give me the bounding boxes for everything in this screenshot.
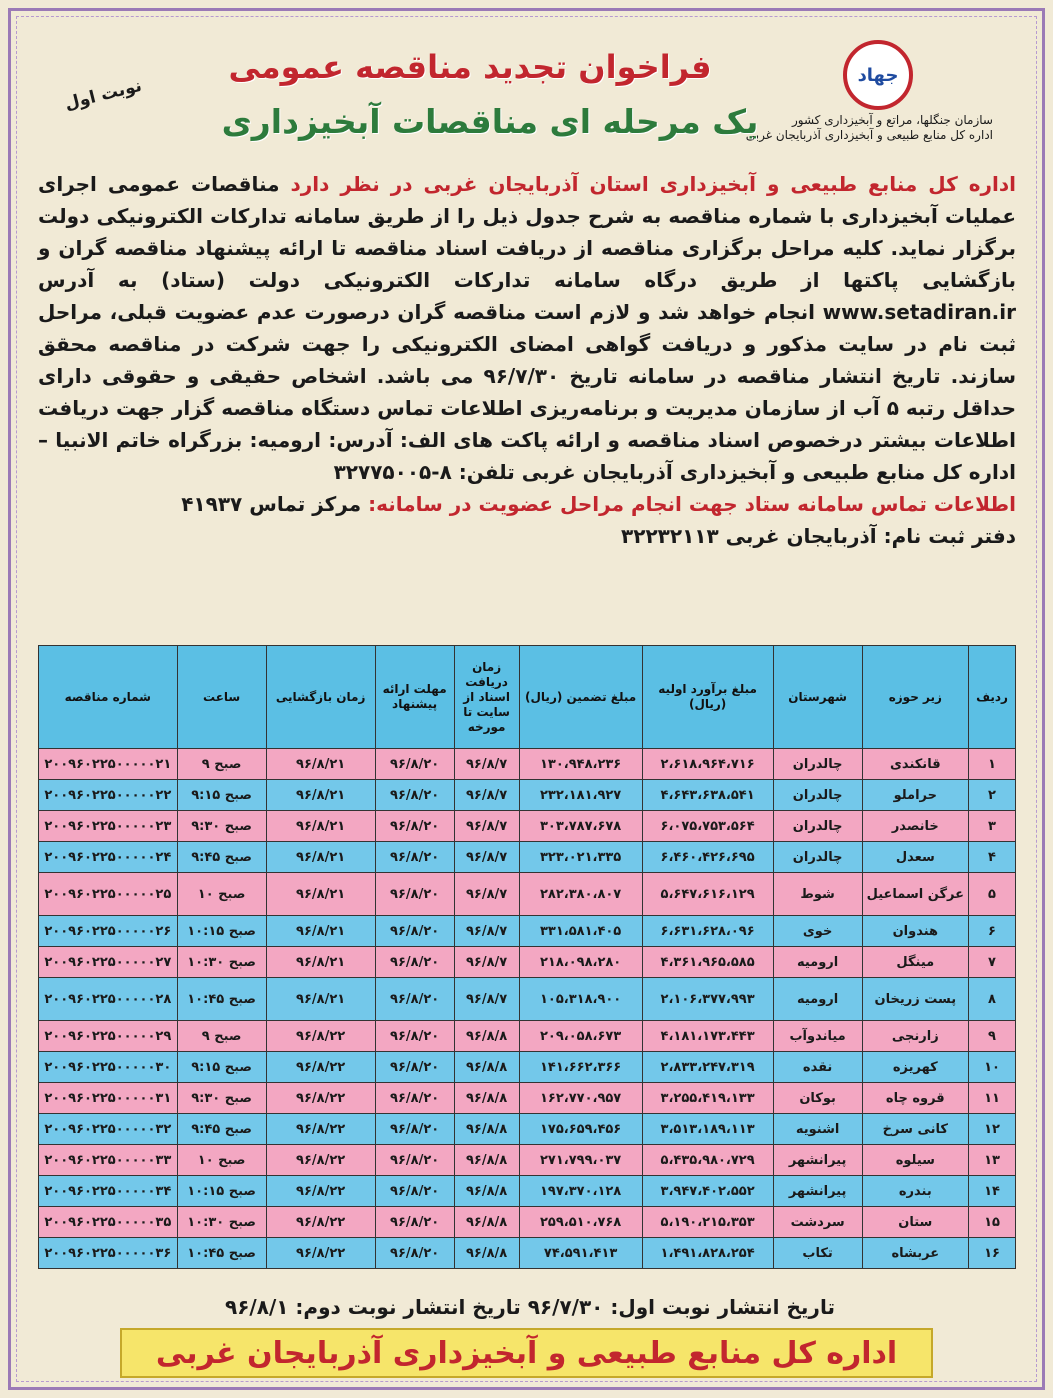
cell-doc-date: ۹۶/۸/۷: [454, 811, 519, 842]
cell-city: چالدران: [773, 811, 862, 842]
cell-city: چالدران: [773, 780, 862, 811]
cell-row: ۱۳: [969, 1145, 1016, 1176]
cell-city: ارومیه: [773, 947, 862, 978]
cell-deadline: ۹۶/۸/۲۰: [375, 1114, 454, 1145]
cell-tender-number: ۲۰۰۹۶۰۲۲۵۰۰۰۰۰۲۹: [39, 1021, 178, 1052]
cell-deadline: ۹۶/۸/۲۰: [375, 1083, 454, 1114]
cell-city: چالدران: [773, 842, 862, 873]
cell-estimate: ۲،۸۳۳،۲۴۷،۳۱۹: [642, 1052, 773, 1083]
cell-subbasin: عربشاه: [862, 1238, 968, 1269]
body-lead: اداره کل منابع طبیعی و آبخیزداری استان آذربایجان غربی در نظر دارد: [290, 172, 1016, 196]
cell-row: ۱: [969, 749, 1016, 780]
cell-row: ۵: [969, 873, 1016, 916]
cell-estimate: ۳،۹۴۷،۴۰۲،۵۵۲: [642, 1176, 773, 1207]
cell-row: ۶: [969, 916, 1016, 947]
cell-guarantee: ۷۴،۵۹۱،۴۱۳: [519, 1238, 642, 1269]
cell-doc-date: ۹۶/۸/۸: [454, 1145, 519, 1176]
cell-time: صبح ۹:۴۵: [177, 1114, 266, 1145]
cell-opening: ۹۶/۸/۲۱: [266, 916, 375, 947]
cell-doc-date: ۹۶/۸/۷: [454, 916, 519, 947]
cell-opening: ۹۶/۸/۲۲: [266, 1083, 375, 1114]
cell-opening: ۹۶/۸/۲۱: [266, 749, 375, 780]
table-row: [39, 749, 1016, 780]
cell-estimate: ۲،۶۱۸،۹۶۴،۷۱۶: [642, 749, 773, 780]
cell-doc-date: ۹۶/۸/۸: [454, 1052, 519, 1083]
table-row: [39, 811, 1016, 842]
cell-guarantee: ۳۲۳،۰۲۱،۳۳۵: [519, 842, 642, 873]
cell-time: صبح ۱۰:۱۵: [177, 1176, 266, 1207]
col-estimate: مبلغ برآورد اولیه (ریال): [642, 646, 773, 749]
cell-tender-number: ۲۰۰۹۶۰۲۲۵۰۰۰۰۰۲۵: [39, 873, 178, 916]
cell-guarantee: ۲۱۸،۰۹۸،۲۸۰: [519, 947, 642, 978]
cell-time: صبح ۱۰:۴۵: [177, 1238, 266, 1269]
title-main: فراخوان تجدید مناقصه عمومی: [228, 48, 712, 86]
cell-deadline: ۹۶/۸/۲۰: [375, 1207, 454, 1238]
cell-estimate: ۱،۴۹۱،۸۲۸،۲۵۴: [642, 1238, 773, 1269]
cell-doc-date: ۹۶/۸/۸: [454, 1114, 519, 1145]
cell-row: ۷: [969, 947, 1016, 978]
cell-subbasin: سیلوه: [862, 1145, 968, 1176]
cell-subbasin: کهریزه: [862, 1052, 968, 1083]
cell-time: صبح ۹:۱۵: [177, 1052, 266, 1083]
cell-opening: ۹۶/۸/۲۲: [266, 1145, 375, 1176]
cell-city: سردشت: [773, 1207, 862, 1238]
cell-opening: ۹۶/۸/۲۱: [266, 842, 375, 873]
title-sub: یک مرحله ای مناقصات آبخیزداری: [221, 102, 759, 141]
cell-tender-number: ۲۰۰۹۶۰۲۲۵۰۰۰۰۰۲۳: [39, 811, 178, 842]
cell-row: ۴: [969, 842, 1016, 873]
col-doc-date: زمان دریافت اسناد از سایت تا مورخه: [454, 646, 519, 749]
cell-time: صبح ۹:۴۵: [177, 842, 266, 873]
cell-doc-date: ۹۶/۸/۷: [454, 978, 519, 1021]
cell-tender-number: ۲۰۰۹۶۰۲۲۵۰۰۰۰۰۲۴: [39, 842, 178, 873]
cell-tender-number: ۲۰۰۹۶۰۲۲۵۰۰۰۰۰۲۷: [39, 947, 178, 978]
cell-estimate: ۲،۱۰۶،۳۷۷،۹۹۳: [642, 978, 773, 1021]
cell-city: نقده: [773, 1052, 862, 1083]
cell-subbasin: زارنجی: [862, 1021, 968, 1052]
website-link[interactable]: www.setadiran.ir: [822, 300, 1016, 324]
contact-center: مرکز تماس ۴۱۹۳۷: [181, 492, 369, 516]
cell-estimate: ۳،۲۵۵،۴۱۹،۱۳۳: [642, 1083, 773, 1114]
table-row: [39, 780, 1016, 811]
table-row: [39, 916, 1016, 947]
cell-deadline: ۹۶/۸/۲۰: [375, 873, 454, 916]
cell-doc-date: ۹۶/۸/۸: [454, 1207, 519, 1238]
col-guarantee: مبلغ تضمین (ریال): [519, 646, 642, 749]
cell-doc-date: ۹۶/۸/۷: [454, 842, 519, 873]
table-body: [39, 749, 1016, 1269]
cell-time: صبح ۱۰:۳۰: [177, 947, 266, 978]
cell-guarantee: ۱۷۵،۶۵۹،۴۵۶: [519, 1114, 642, 1145]
table-row: [39, 947, 1016, 978]
org-line-2: اداره کل منابع طبیعی و آبخیزداری آذربایجان غربی: [745, 128, 993, 142]
cell-estimate: ۵،۴۳۵،۹۸۰،۷۲۹: [642, 1145, 773, 1176]
cell-opening: ۹۶/۸/۲۲: [266, 1176, 375, 1207]
cell-tender-number: ۲۰۰۹۶۰۲۲۵۰۰۰۰۰۲۸: [39, 978, 178, 1021]
cell-row: ۸: [969, 978, 1016, 1021]
cell-doc-date: ۹۶/۸/۷: [454, 873, 519, 916]
cell-subbasin: بندره: [862, 1176, 968, 1207]
table-row: [39, 873, 1016, 916]
cell-doc-date: ۹۶/۸/۸: [454, 1176, 519, 1207]
cell-opening: ۹۶/۸/۲۱: [266, 873, 375, 916]
cell-opening: ۹۶/۸/۲۱: [266, 978, 375, 1021]
cell-tender-number: ۲۰۰۹۶۰۲۲۵۰۰۰۰۰۳۶: [39, 1238, 178, 1269]
cell-estimate: ۵،۶۴۷،۶۱۶،۱۲۹: [642, 873, 773, 916]
table-row: [39, 1238, 1016, 1269]
cell-row: ۱۲: [969, 1114, 1016, 1145]
table-row: [39, 1145, 1016, 1176]
cell-estimate: ۶،۶۳۱،۶۲۸،۰۹۶: [642, 916, 773, 947]
cell-city: میاندوآب: [773, 1021, 862, 1052]
cell-tender-number: ۲۰۰۹۶۰۲۲۵۰۰۰۰۰۳۳: [39, 1145, 178, 1176]
cell-time: صبح ۹: [177, 749, 266, 780]
cell-estimate: ۴،۶۴۳،۶۳۸،۵۴۱: [642, 780, 773, 811]
cell-opening: ۹۶/۸/۲۲: [266, 1207, 375, 1238]
cell-estimate: ۶،۴۶۰،۴۲۶،۶۹۵: [642, 842, 773, 873]
cell-subbasin: هندوان: [862, 916, 968, 947]
cell-estimate: ۴،۳۶۱،۹۶۵،۵۸۵: [642, 947, 773, 978]
cell-time: صبح ۱۰:۱۵: [177, 916, 266, 947]
cell-guarantee: ۳۳۱،۵۸۱،۴۰۵: [519, 916, 642, 947]
cell-time: صبح ۱۰:۳۰: [177, 1207, 266, 1238]
cell-doc-date: ۹۶/۸/۸: [454, 1021, 519, 1052]
cell-opening: ۹۶/۸/۲۱: [266, 811, 375, 842]
cell-row: ۹: [969, 1021, 1016, 1052]
cell-tender-number: ۲۰۰۹۶۰۲۲۵۰۰۰۰۰۳۱: [39, 1083, 178, 1114]
cell-subbasin: قروه چاه: [862, 1083, 968, 1114]
cell-deadline: ۹۶/۸/۲۰: [375, 1238, 454, 1269]
cell-row: ۳: [969, 811, 1016, 842]
body-text-3: اطلاعات تماس دستگاه مناقصه گزار جهت دریافت اطلاعات بیشتر درخصوص اسناد مناقصه و ارائه پاکت های الف: آدرس: ارومیه: بزرگراه خاتم الانبیا – اداره کل منابع طبیعی و آبخیزداری آذربایجان غربی تلفن: ۸-۳۲۷۷۵۰۰۵: [38, 396, 1016, 484]
cell-subbasin: مینگل: [862, 947, 968, 978]
col-subbasin: زیر حوزه: [862, 646, 968, 749]
cell-guarantee: ۲۸۲،۳۸۰،۸۰۷: [519, 873, 642, 916]
body-text-1: مناقصات عمومی اجرای عملیات آبخیزداری با شماره مناقصه به شرح جدول ذیل را از طریق سامانه تدارکات الکترونیکی دولت برگزار نماید. کلیه مراحل برگزاری مناقصه از دریافت اسناد مناقصه تا ارائه پیشنهاد مناقصه گران و بازگشایی پاکتها از طریق درگاه سامانه تدارکات الکترونیکی دولت (ستاد) به آدرس: [38, 172, 1016, 292]
cell-deadline: ۹۶/۸/۲۰: [375, 947, 454, 978]
cell-subbasin: خانصدر: [862, 811, 968, 842]
cell-time: صبح ۹:۱۵: [177, 780, 266, 811]
cell-time: صبح ۹: [177, 1021, 266, 1052]
table-header-row: [39, 646, 1016, 749]
cell-estimate: ۳،۵۱۳،۱۸۹،۱۱۳: [642, 1114, 773, 1145]
cell-subbasin: حراملو: [862, 780, 968, 811]
registry-office: دفتر ثبت نام: آذربایجان غربی ۳۲۲۳۲۱۱۳: [621, 524, 1016, 548]
cell-row: ۱۵: [969, 1207, 1016, 1238]
cell-row: ۱۰: [969, 1052, 1016, 1083]
cell-doc-date: ۹۶/۸/۷: [454, 780, 519, 811]
cell-row: ۱۴: [969, 1176, 1016, 1207]
cell-tender-number: ۲۰۰۹۶۰۲۲۵۰۰۰۰۰۳۲: [39, 1114, 178, 1145]
cell-city: خوی: [773, 916, 862, 947]
cell-guarantee: ۱۴۱،۶۶۲،۳۶۶: [519, 1052, 642, 1083]
cell-time: صبح ۹:۳۰: [177, 811, 266, 842]
cell-opening: ۹۶/۸/۲۲: [266, 1114, 375, 1145]
cell-guarantee: ۲۵۹،۵۱۰،۷۶۸: [519, 1207, 642, 1238]
cell-doc-date: ۹۶/۸/۷: [454, 947, 519, 978]
cell-row: ۲: [969, 780, 1016, 811]
cell-tender-number: ۲۰۰۹۶۰۲۲۵۰۰۰۰۰۲۶: [39, 916, 178, 947]
cell-city: بوکان: [773, 1083, 862, 1114]
cell-guarantee: ۱۰۵،۳۱۸،۹۰۰: [519, 978, 642, 1021]
cell-deadline: ۹۶/۸/۲۰: [375, 978, 454, 1021]
cell-row: ۱۱: [969, 1083, 1016, 1114]
cell-estimate: ۵،۱۹۰،۲۱۵،۳۵۳: [642, 1207, 773, 1238]
org-logo: [843, 40, 913, 110]
cell-tender-number: ۲۰۰۹۶۰۲۲۵۰۰۰۰۰۳۰: [39, 1052, 178, 1083]
cell-deadline: ۹۶/۸/۲۰: [375, 1052, 454, 1083]
cell-deadline: ۹۶/۸/۲۰: [375, 916, 454, 947]
cell-subbasin: سعدل: [862, 842, 968, 873]
cell-doc-date: ۹۶/۸/۷: [454, 749, 519, 780]
cell-guarantee: ۱۳۰،۹۴۸،۲۳۶: [519, 749, 642, 780]
cell-deadline: ۹۶/۸/۲۰: [375, 749, 454, 780]
cell-city: اشنویه: [773, 1114, 862, 1145]
cell-guarantee: ۲۷۱،۷۹۹،۰۳۷: [519, 1145, 642, 1176]
cell-time: صبح ۹:۳۰: [177, 1083, 266, 1114]
cell-estimate: ۴،۱۸۱،۱۷۳،۴۴۳: [642, 1021, 773, 1052]
cell-doc-date: ۹۶/۸/۸: [454, 1083, 519, 1114]
cell-time: صبح ۱۰: [177, 873, 266, 916]
cell-subbasin: کانی سرخ: [862, 1114, 968, 1145]
cell-deadline: ۹۶/۸/۲۰: [375, 811, 454, 842]
cell-time: صبح ۱۰:۴۵: [177, 978, 266, 1021]
publication-dates: تاریخ انتشار نوبت اول: ۹۶/۷/۳۰ تاریخ انتشار نوبت دوم: ۹۶/۸/۱: [225, 1295, 835, 1319]
col-deadline: مهلت ارائه پیشنهاد: [375, 646, 454, 749]
table-row: [39, 1207, 1016, 1238]
cell-city: ارومیه: [773, 978, 862, 1021]
cell-subbasin: قانکندی: [862, 749, 968, 780]
table-row: [39, 1083, 1016, 1114]
table-row: [39, 1021, 1016, 1052]
cell-tender-number: ۲۰۰۹۶۰۲۲۵۰۰۰۰۰۳۴: [39, 1176, 178, 1207]
col-city: شهرستان: [773, 646, 862, 749]
notice-body: [38, 168, 1016, 552]
cell-opening: ۹۶/۸/۲۲: [266, 1052, 375, 1083]
table-row: [39, 978, 1016, 1021]
body-text-2: انجام خواهد شد و لازم است مناقصه گران درصورت عدم عضویت قبلی، مراحل ثبت نام در سایت مذکور و دریافت گواهی امضای الکترونیکی را جهت شرکت در مناقصه محقق سازند. تاریخ انتشار مناقصه در سامانه تاریخ ۹۶/۷/۳۰ می باشد. اشخاص حقیقی و حقوقی دارای حداقل رتبه ۵ آب از سازمان مدیریت و برنامه‌ریزی: [38, 300, 1017, 420]
cell-time: صبح ۱۰: [177, 1145, 266, 1176]
col-time: ساعت: [177, 646, 266, 749]
cell-subbasin: عرگن اسماعیل: [862, 873, 968, 916]
cell-opening: ۹۶/۸/۲۲: [266, 1021, 375, 1052]
cell-guarantee: ۲۳۲،۱۸۱،۹۲۷: [519, 780, 642, 811]
cell-estimate: ۶،۰۷۵،۷۵۳،۵۶۴: [642, 811, 773, 842]
footer-banner: اداره کل منابع طبیعی و آبخیزداری آذربایجان غربی: [120, 1328, 933, 1378]
cell-opening: ۹۶/۸/۲۱: [266, 947, 375, 978]
cell-deadline: ۹۶/۸/۲۰: [375, 1145, 454, 1176]
tender-table: [38, 645, 1016, 1269]
cell-row: ۱۶: [969, 1238, 1016, 1269]
cell-guarantee: ۱۹۷،۳۷۰،۱۲۸: [519, 1176, 642, 1207]
cell-guarantee: ۱۶۲،۷۷۰،۹۵۷: [519, 1083, 642, 1114]
cell-tender-number: ۲۰۰۹۶۰۲۲۵۰۰۰۰۰۳۵: [39, 1207, 178, 1238]
cell-deadline: ۹۶/۸/۲۰: [375, 780, 454, 811]
cell-guarantee: ۲۰۹،۰۵۸،۶۷۳: [519, 1021, 642, 1052]
cell-city: شوط: [773, 873, 862, 916]
col-tender-number: شماره مناقصه: [39, 646, 178, 749]
cell-tender-number: ۲۰۰۹۶۰۲۲۵۰۰۰۰۰۲۱: [39, 749, 178, 780]
cell-city: تکاب: [773, 1238, 862, 1269]
cell-doc-date: ۹۶/۸/۸: [454, 1238, 519, 1269]
round-label: نوبت اول: [62, 75, 144, 115]
cell-guarantee: ۳۰۳،۷۸۷،۶۷۸: [519, 811, 642, 842]
cell-deadline: ۹۶/۸/۲۰: [375, 1021, 454, 1052]
cell-opening: ۹۶/۸/۲۱: [266, 780, 375, 811]
cell-deadline: ۹۶/۸/۲۰: [375, 1176, 454, 1207]
cell-tender-number: ۲۰۰۹۶۰۲۲۵۰۰۰۰۰۲۲: [39, 780, 178, 811]
cell-opening: ۹۶/۸/۲۲: [266, 1238, 375, 1269]
logo-text: جهاد: [857, 64, 899, 86]
cell-city: پیرانشهر: [773, 1176, 862, 1207]
table-row: [39, 842, 1016, 873]
cell-city: پیرانشهر: [773, 1145, 862, 1176]
org-line-1: سازمان جنگلها، مراتع و آبخیزداری کشور: [791, 113, 993, 127]
cell-city: چالدران: [773, 749, 862, 780]
table-row: [39, 1176, 1016, 1207]
cell-subbasin: پست زریخان: [862, 978, 968, 1021]
table-row: [39, 1114, 1016, 1145]
col-row: ردیف: [969, 646, 1016, 749]
col-opening: زمان بازگشایی: [266, 646, 375, 749]
cell-deadline: ۹۶/۸/۲۰: [375, 842, 454, 873]
table-row: [39, 1052, 1016, 1083]
cell-subbasin: ستان: [862, 1207, 968, 1238]
contact-title: اطلاعات تماس سامانه ستاد جهت انجام مراحل عضویت در سامانه:: [368, 492, 1016, 516]
